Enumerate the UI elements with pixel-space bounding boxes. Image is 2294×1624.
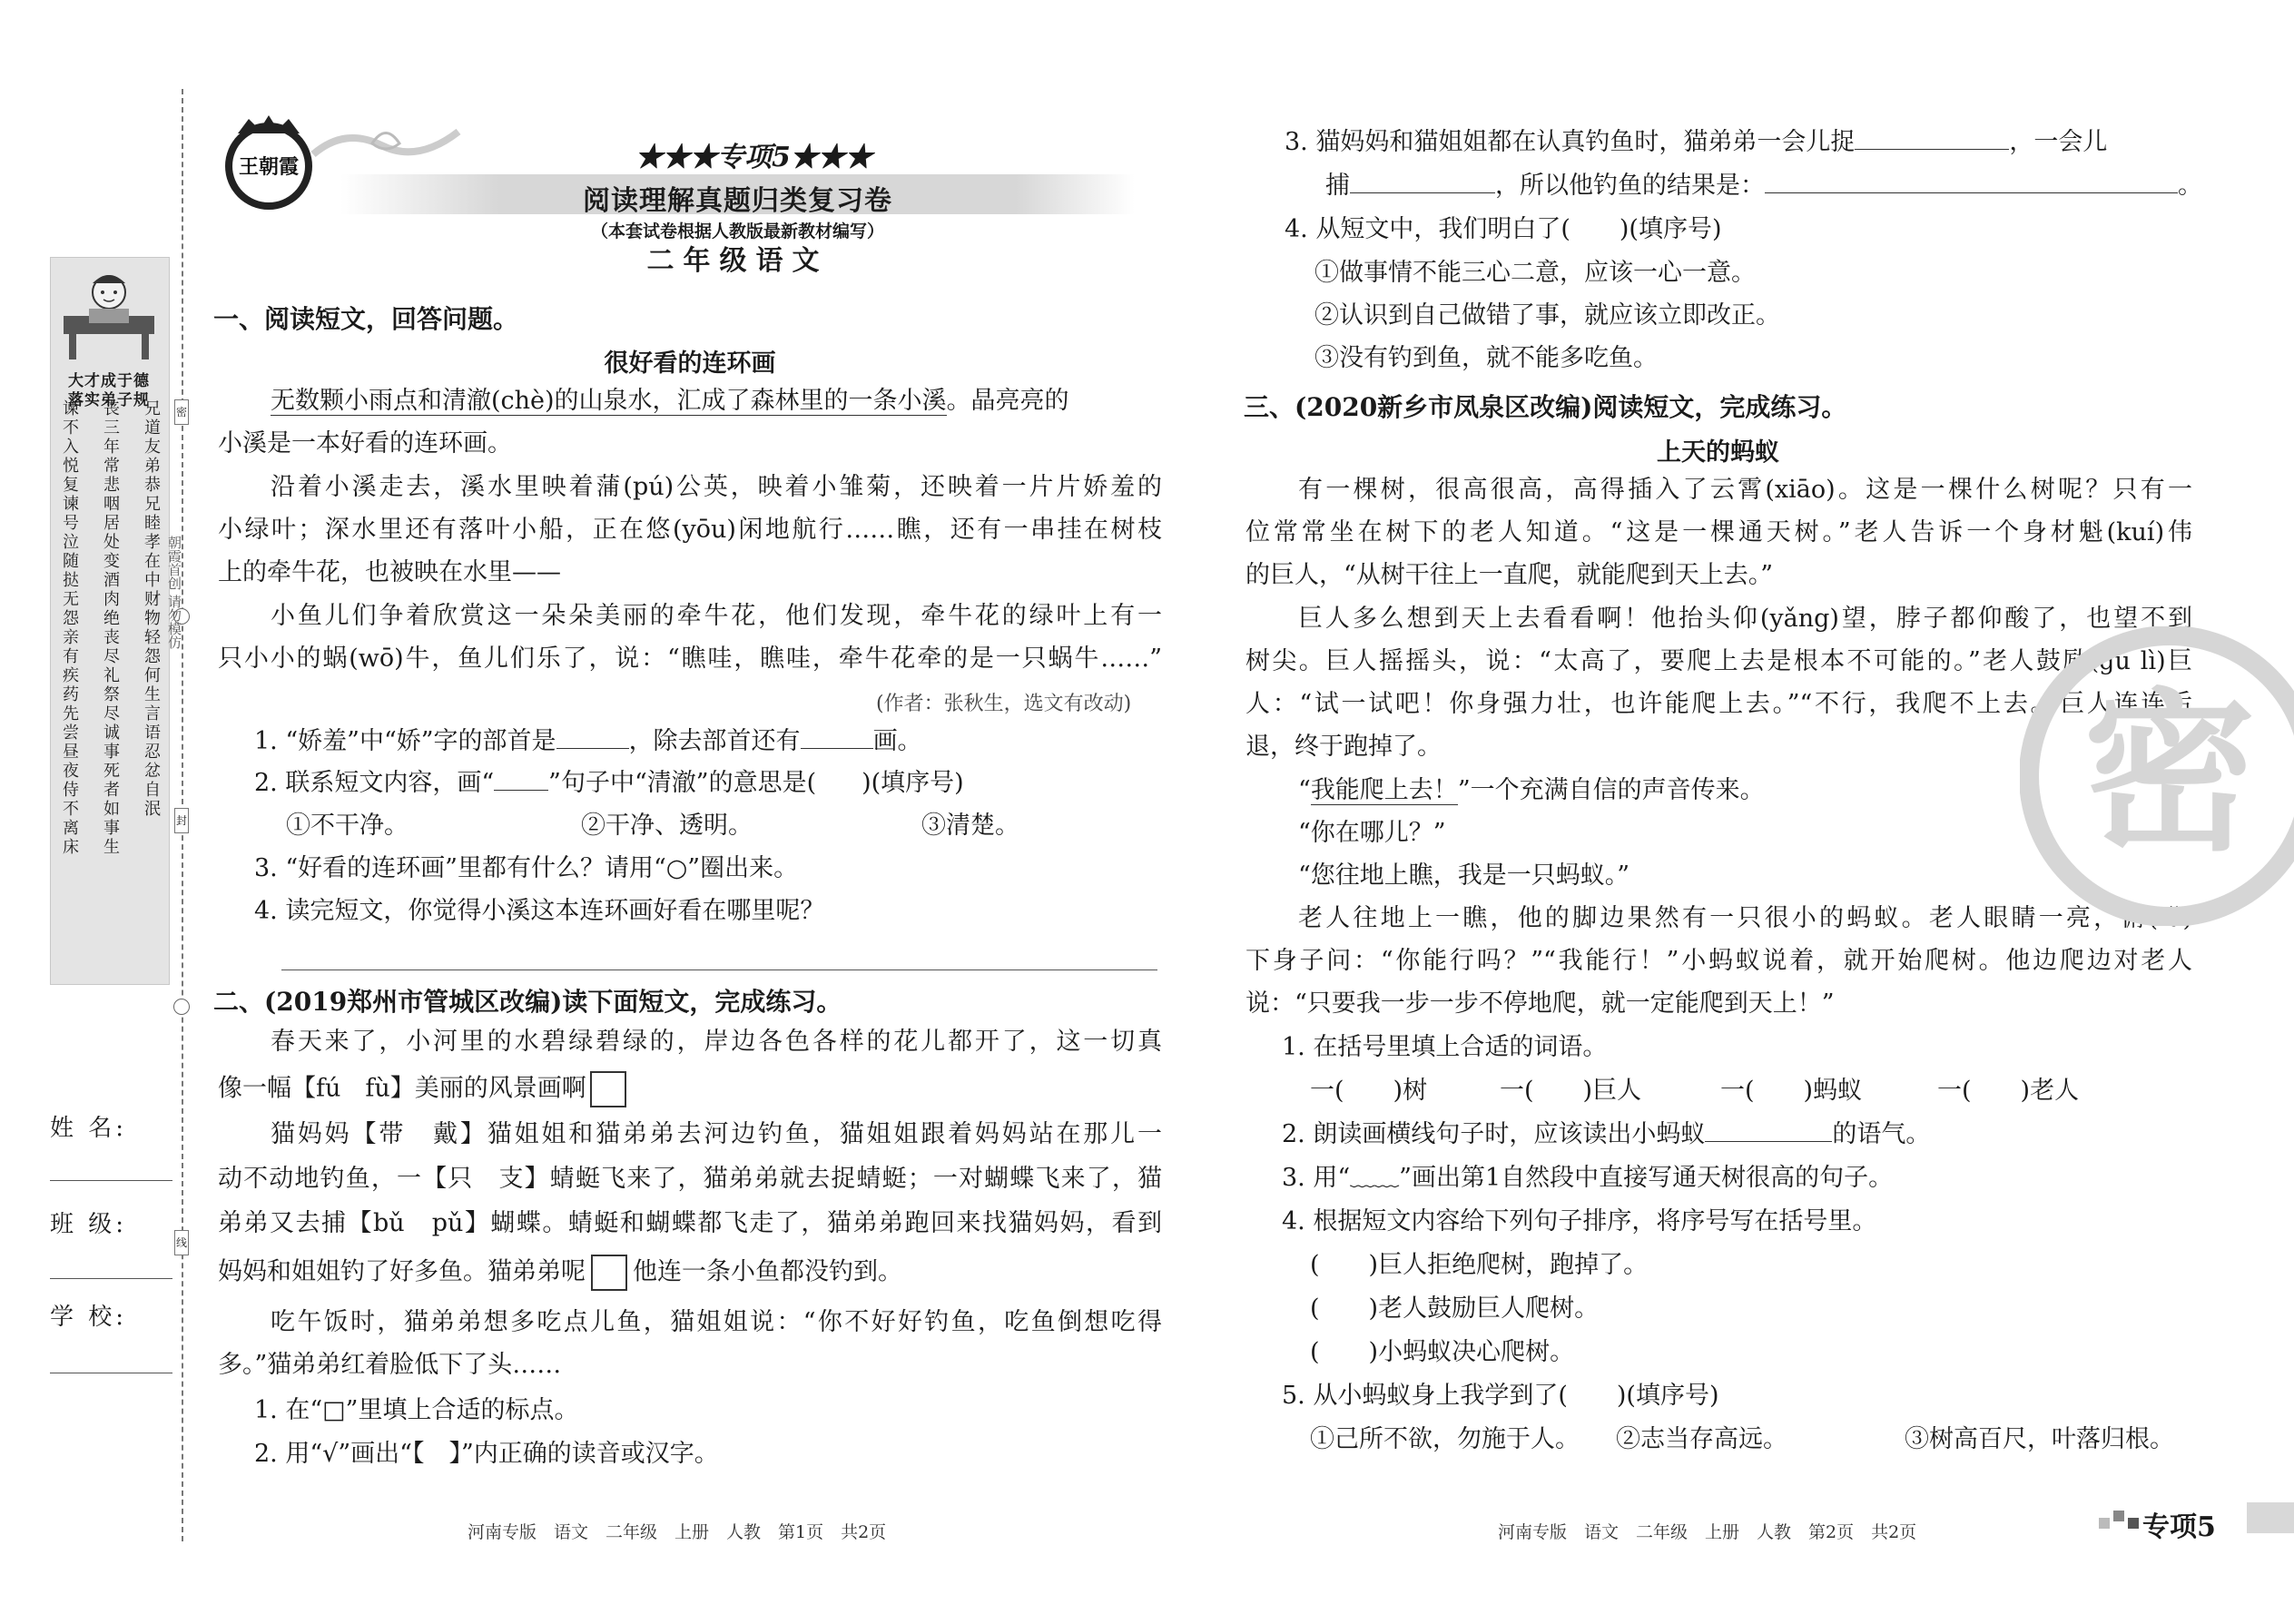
s1-p2-line1: 沿着小溪走去，溪水里映着蒲(pú)公英，映着小雏菊，还映着一片片娇羞的 <box>271 473 1162 501</box>
page-subtitle: （本套试卷根据人教版最新教材编写） <box>590 221 884 241</box>
s1-p2-line3: 上的牵牛花，也被映在水里—— <box>218 558 561 586</box>
section1-heading: 一、阅读短文，回答问题。 <box>213 304 519 334</box>
name-label: 姓 名: <box>50 1115 128 1142</box>
s1-q2-option1[interactable]: ①不干净。 <box>286 812 409 840</box>
s2-p2-line1: 猫妈妈【带 戴】猫姐姐和猫弟弟去河边钓鱼，猫姐姐跟着妈妈站在那儿一 <box>271 1120 1162 1148</box>
s1-q1-blank-radical[interactable] <box>556 726 629 749</box>
motto-line-1: 大才成于德 <box>68 372 150 390</box>
corner-square-3 <box>2128 1518 2139 1529</box>
s3-p1-line1: 有一棵树，很高很高，高得插入了云霄(xiāo)。这是一棵什么树呢？只有一 <box>1298 476 2192 504</box>
s3-q4-sentence3[interactable]: ( )小蚂蚁决心爬树。 <box>1310 1338 1575 1366</box>
section3-title: 上天的蚂蚁 <box>1657 438 1779 467</box>
section3-heading: 三、(2020新乡市凤泉区改编)阅读短文，完成练习。 <box>1244 392 1847 422</box>
seal-box-mi: 密 <box>174 399 189 425</box>
s3-p2-line2: 树尖。巨人摇摇头，说：“太高了，要爬上去是根本不可能的。”老人鼓励(gǔ lì)巨 <box>1245 647 2192 675</box>
footer-left: 河南专版 语文 二年级 上册 人教 第1页 共2页 <box>468 1522 887 1542</box>
s2-q3-blank-hunt[interactable] <box>1350 171 1495 193</box>
s2-q3-line2: 捕 ，所以他钓鱼的结果是： 。 <box>1325 172 2202 200</box>
s3-p6-line2: 下身子问：“你能行吗？”“我能行！”小蚂蚁说着，就开始爬树。他边爬边对老人 <box>1245 947 2192 975</box>
seal-box-feng: 封 <box>174 808 189 833</box>
class-field-line[interactable] <box>50 1278 172 1279</box>
topic-label: ★★★专项5★★★ <box>635 142 872 173</box>
page-title: 阅读理解真题归类复习卷 <box>583 185 892 217</box>
topic-footer-label: 专项5 <box>2142 1511 2216 1543</box>
s3-q1-word4[interactable]: 一( )老人 <box>1937 1077 2080 1105</box>
binding-hole-bottom <box>173 999 190 1015</box>
corner-square-1 <box>2099 1518 2110 1529</box>
s1-source: (作者：张秋生，选文有改动) <box>876 693 1132 715</box>
s2-p1-line2: 像一幅【fú fù】美丽的风景画啊 <box>218 1071 626 1107</box>
s3-p1-line3: 的巨人，“从树干往上一直爬，就能爬到天上去。” <box>1245 561 1774 589</box>
s3-q3: 3. 用“﹏﹏”画出第1自然段中直接写通天树很高的句子。 <box>1282 1164 1894 1192</box>
s3-p6-line3: 说：“只要我一步一步不停地爬，就一定能爬到天上！” <box>1245 989 1835 1018</box>
s3-q5-option3[interactable]: ③树高百尺，叶落归根。 <box>1905 1425 2174 1453</box>
s3-p2-line3: 人：“试一试吧！你身强力壮，也许能爬上去。”“不行，我爬不上去。”巨人连连后 <box>1245 690 2192 718</box>
corner-square-2 <box>2113 1511 2124 1521</box>
s3-q5-option1[interactable]: ①己所不欲，勿施于人。 <box>1310 1425 1580 1453</box>
s3-q2-blank[interactable] <box>1705 1119 1832 1142</box>
class-label: 班 级: <box>50 1211 128 1238</box>
s3-q4-sentence2[interactable]: ( )老人鼓励巨人爬树。 <box>1310 1294 1600 1323</box>
ribbon-decoration <box>309 118 463 172</box>
s2-p2-line2: 动不动地钓鱼，一【只 支】蜻蜓飞来了，猫弟弟就去捉蜻蜓；一对蝴蝶飞来了，猫 <box>218 1165 1162 1193</box>
s2-punctuation-box-2[interactable] <box>591 1255 627 1291</box>
s3-q4: 4. 根据短文内容给下列句子排序，将序号写在括号里。 <box>1282 1207 1877 1235</box>
s3-p2-line4: 退，终于跑掉了。 <box>1245 733 1442 761</box>
s3-p2-line1: 巨人多么想到天上去看看啊！他抬头仰(yǎng)望，脖子都仰酸了，也望不到 <box>1298 605 2192 633</box>
s1-p1-line1: 无数颗小雨点和清澈(chè)的山泉水，汇成了森林里的一条小溪。晶亮亮的 <box>271 387 1069 415</box>
s2-q3-blank-catch[interactable] <box>1855 127 2009 150</box>
s3-q1-word2[interactable]: 一( )巨人 <box>1500 1077 1642 1105</box>
s2-q3-line1: 3. 猫妈妈和猫姐姐都在认真钓鱼时，猫弟弟一会儿捉 ，一会儿 <box>1285 128 2108 156</box>
footer-right: 河南专版 语文 二年级 上册 人教 第2页 共2页 <box>1498 1522 1917 1542</box>
motto-column-3: 谏不入悦复谏号泣随挞无怨亲有疾药先尝昼夜侍不离床 <box>60 399 79 857</box>
grade-subject: 二年级语文 <box>646 245 829 277</box>
s1-underlined-sentence[interactable]: 无数颗小雨点和清澈(chè)的山泉水，汇成了森林里的一条小溪 <box>271 387 947 415</box>
motto-column-2: 丧三年常悲咽居处变酒肉绝丧尽礼祭尽诚事死者如事生 <box>101 399 120 857</box>
svg-text:王朝霞: 王朝霞 <box>238 155 300 179</box>
s3-p3: “我能爬上去！”一个充满自信的声音传来。 <box>1298 776 1765 804</box>
s2-p2-line3: 弟弟又去捕【bǔ pǔ】蝴蝶。蜻蜓和蝴蝶都飞走了，猫弟弟跑回来找猫妈妈，看到 <box>218 1209 1162 1237</box>
s1-q3: 3. “好看的连环画”里都有什么？请用“○”圈出来。 <box>254 854 799 882</box>
s2-p1-line1: 春天来了，小河里的水碧绿碧绿的，岸边各色各样的花儿都开了，这一切真 <box>271 1028 1162 1056</box>
corner-bar <box>2247 1502 2294 1533</box>
motto-line-2: 落实弟子规 <box>68 391 150 409</box>
s3-q1-word1[interactable]: 一( )树 <box>1310 1077 1428 1105</box>
s1-q2-option3[interactable]: ③清楚。 <box>921 812 1019 840</box>
motto-columns <box>59 399 161 857</box>
s3-q2: 2. 朗读画横线句子时，应该读出小蚂蚁 的语气。 <box>1282 1120 1931 1148</box>
s1-q2-option2[interactable]: ②干净、透明。 <box>581 812 753 840</box>
s2-q4-option3[interactable]: ③没有钓到鱼，就不能多吃鱼。 <box>1314 344 1658 372</box>
s2-p3-line2: 多。”猫弟弟红着脸低下了头…… <box>218 1351 562 1379</box>
motto-column-1: 兄道友弟恭兄睦孝在中财物轻怨何生言语忍忿自泯 <box>142 399 161 819</box>
s1-q1: 1. “娇羞”中“娇”字的部首是 ，除去部首还有 画。 <box>254 727 922 755</box>
brand-logo-icon <box>218 113 320 215</box>
secret-seal-watermark <box>2020 626 2294 926</box>
s3-p5: “您往地上瞧，我是一只蚂蚁。” <box>1298 861 1630 890</box>
s2-punctuation-box-1[interactable] <box>590 1071 626 1107</box>
s3-p4: “你在哪儿？” <box>1298 819 1446 847</box>
s2-q4-option1[interactable]: ①做事情不能三心二意，应该一心一意。 <box>1314 259 1756 287</box>
s1-p1-line2: 小溪是一本好看的连环画。 <box>218 429 512 458</box>
s2-p3-line1: 吃午饭时，猫弟弟想多吃点儿鱼，猫姐姐说：“你不好好钓鱼，吃鱼倒想吃得 <box>271 1308 1162 1336</box>
s3-q1: 1. 在括号里填上合适的词语。 <box>1282 1033 1608 1061</box>
s1-p3-line1: 小鱼儿们争着欣赏这一朵朵美丽的牵牛花，他们发现，牵牛花的绿叶上有一 <box>271 602 1162 630</box>
s1-p3-line2: 只小小的蜗(wō)牛，鱼儿们乐了，说：“瞧哇，瞧哇，牵牛花牵的是一只蜗牛……” <box>218 645 1162 673</box>
s2-q3-blank-result[interactable] <box>1765 171 2178 193</box>
s2-q4: 4. 从短文中，我们明白了( )(填序号) <box>1285 215 1722 243</box>
name-field-line[interactable] <box>50 1180 172 1181</box>
s3-underlined-sentence[interactable]: 我能爬上去！ <box>1310 776 1458 804</box>
s2-q2: 2. 用“√”画出“【 】”内正确的读音或汉字。 <box>254 1440 719 1468</box>
s1-q2-blank[interactable] <box>494 768 548 791</box>
section1-title: 很好看的连环画 <box>604 349 776 378</box>
s1-p2-line2: 小绿叶；深水里还有落叶小船，正在悠(yōu)闲地航行……瞧，还有一串挂在树枝 <box>218 516 1162 544</box>
s1-q1-blank-strokes[interactable] <box>801 726 873 749</box>
section2-heading: 二、(2019郑州市管城区改编)读下面短文，完成练习。 <box>213 987 842 1017</box>
s3-q4-sentence1[interactable]: ( )巨人拒绝爬树，跑掉了。 <box>1310 1251 1649 1279</box>
s2-q4-option2[interactable]: ②认识到自己做错了事，就应该立即改正。 <box>1314 301 1780 330</box>
s3-p1-line2: 位常常坐在树下的老人知道。“这是一棵通天树。”老人告诉一个身材魁(kuí)伟 <box>1245 518 2192 546</box>
s1-q4-answer-line[interactable] <box>281 969 1157 970</box>
school-label: 学 校: <box>50 1304 128 1331</box>
scholar-mascot-icon <box>56 263 162 363</box>
s2-p2-line4: 妈妈和姐姐钓了好多鱼。猫弟弟呢 他连一条小鱼都没钓到。 <box>218 1255 902 1291</box>
s3-q1-word3[interactable]: 一( )蚂蚁 <box>1720 1077 1863 1105</box>
s3-p6-line1: 老人往地上一瞧，他的脚边果然有一只很小的蚂蚁。老人眼睛一亮，俯(fǔ) <box>1298 904 2192 932</box>
margin-side-note: 朝霞首创 请勿模仿 <box>166 536 182 649</box>
s2-q1: 1. 在“□”里填上合适的标点。 <box>254 1396 579 1424</box>
seal-char: 密 <box>2082 674 2257 874</box>
seal-box-xian: 线 <box>174 1230 189 1255</box>
s1-q2: 2. 联系短文内容，画“ ”句子中“清澈”的意思是( )(填序号) <box>254 769 964 797</box>
s3-q5: 5. 从小蚂蚁身上我学到了( )(填序号) <box>1282 1382 1719 1410</box>
s3-q5-option2[interactable]: ②志当存高远。 <box>1616 1425 1787 1453</box>
s1-q4: 4. 读完短文，你觉得小溪这本连环画好看在哪里呢？ <box>254 897 825 925</box>
